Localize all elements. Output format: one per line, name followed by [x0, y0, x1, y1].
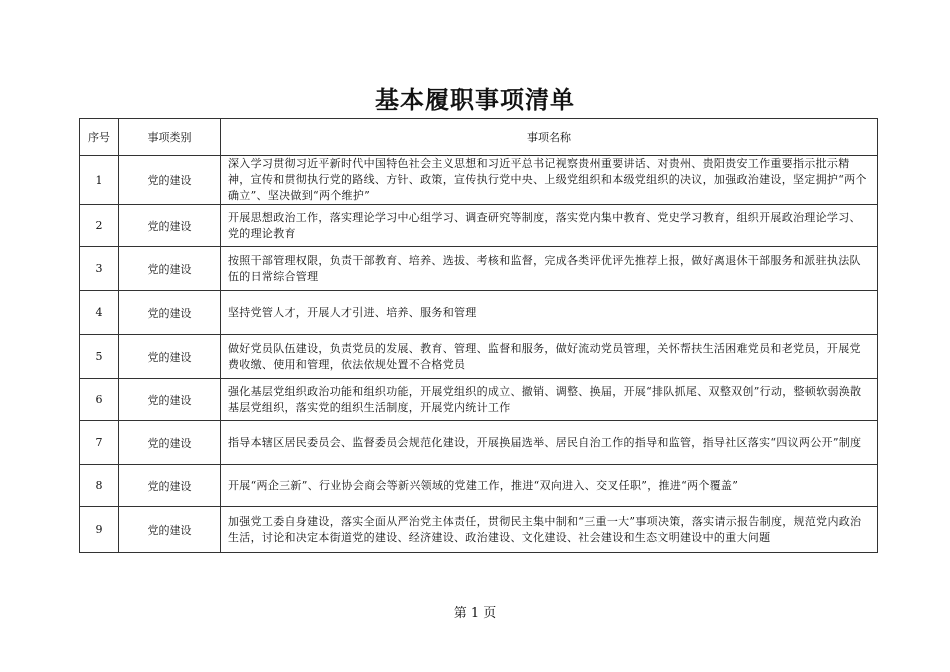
- row-item-name: 强化基层党组织政治功能和组织功能，开展党组织的成立、撤销、调整、换届，开展“排队抓尾、双整双创”行动，整顿软弱涣散基层党组织，落实党的组织生活制度，开展党内统计工作: [221, 379, 878, 421]
- row-serial-number: 9: [80, 507, 119, 553]
- table-header-row: [80, 119, 878, 156]
- row-category: 党的建设: [119, 379, 221, 421]
- row-category: 党的建设: [119, 291, 221, 335]
- row-category: 党的建设: [119, 205, 221, 247]
- row-category: 党的建设: [119, 465, 221, 507]
- row-serial-number: 5: [80, 335, 119, 379]
- row-item-name: 按照干部管理权限，负责干部教育、培养、选拔、考核和监督，完成各类评优评先推荐上报，做好离退休干部服务和派驻执法队伍的日常综合管理: [221, 247, 878, 291]
- row-category: 党的建设: [119, 247, 221, 291]
- duty-list-table: [79, 118, 878, 553]
- row-item-name: 深入学习贯彻习近平新时代中国特色社会主义思想和习近平总书记视察贵州重要讲话、对贵州、贵阳贵安工作重要指示批示精神，宣传和贯彻执行党的路线、方针、政策，宣传执行党中央、上级党组织和本级党组织的决议，加强政治建设，坚定拥护“两个确立”、坚决做到“两个维护”: [221, 156, 878, 205]
- row-category: 党的建设: [119, 335, 221, 379]
- row-serial-number: 2: [80, 205, 119, 247]
- row-item-name: 开展思想政治工作，落实理论学习中心组学习、调查研究等制度，落实党内集中教育、党史学习教育，组织开展政治理论学习、党的理论教育: [221, 205, 878, 247]
- row-serial-number: 3: [80, 247, 119, 291]
- table-row: [80, 247, 878, 291]
- header-category: 事项类别: [119, 119, 221, 156]
- table-row: [80, 291, 878, 335]
- row-serial-number: 7: [80, 421, 119, 465]
- row-serial-number: 4: [80, 291, 119, 335]
- table-row: [80, 421, 878, 465]
- row-item-name: 加强党工委自身建设，落实全面从严治党主体责任，贯彻民主集中制和“三重一大”事项决策，落实请示报告制度，规范党内政治生活，讨论和决定本街道党的建设、经济建设、政治建设、文化建设、社会建设和生态文明建设中的重大问题: [221, 507, 878, 553]
- row-item-name: 指导本辖区居民委员会、监督委员会规范化建设，开展换届选举、居民自治工作的指导和监管，指导社区落实“四议两公开”制度: [221, 421, 878, 465]
- row-category: 党的建设: [119, 507, 221, 553]
- header-serial-number: 序号: [80, 119, 119, 156]
- row-item-name: 开展“两企三新”、行业协会商会等新兴领域的党建工作，推进“双向进入、交叉任职”，推进“两个覆盖”: [221, 465, 878, 507]
- row-category: 党的建设: [119, 156, 221, 205]
- row-serial-number: 6: [80, 379, 119, 421]
- table-row: [80, 379, 878, 421]
- row-serial-number: 8: [80, 465, 119, 507]
- table-row: [80, 335, 878, 379]
- table-row: [80, 465, 878, 507]
- page-number: 第 1 页: [453, 606, 497, 621]
- row-category: 党的建设: [119, 421, 221, 465]
- table-row: [80, 205, 878, 247]
- row-item-name: 做好党员队伍建设，负责党员的发展、教育、管理、监督和服务，做好流动党员管理，关怀帮扶生活困难党员和老党员，开展党费收缴、使用和管理，依法依规处置不合格党员: [221, 335, 878, 379]
- row-item-name: 坚持党管人才，开展人才引进、培养、服务和管理: [221, 291, 878, 335]
- row-serial-number: 1: [80, 156, 119, 205]
- document-title: 基本履职事项清单: [375, 86, 575, 114]
- table-row: [80, 507, 878, 553]
- table-row: [80, 156, 878, 205]
- header-item-name: 事项名称: [221, 119, 878, 156]
